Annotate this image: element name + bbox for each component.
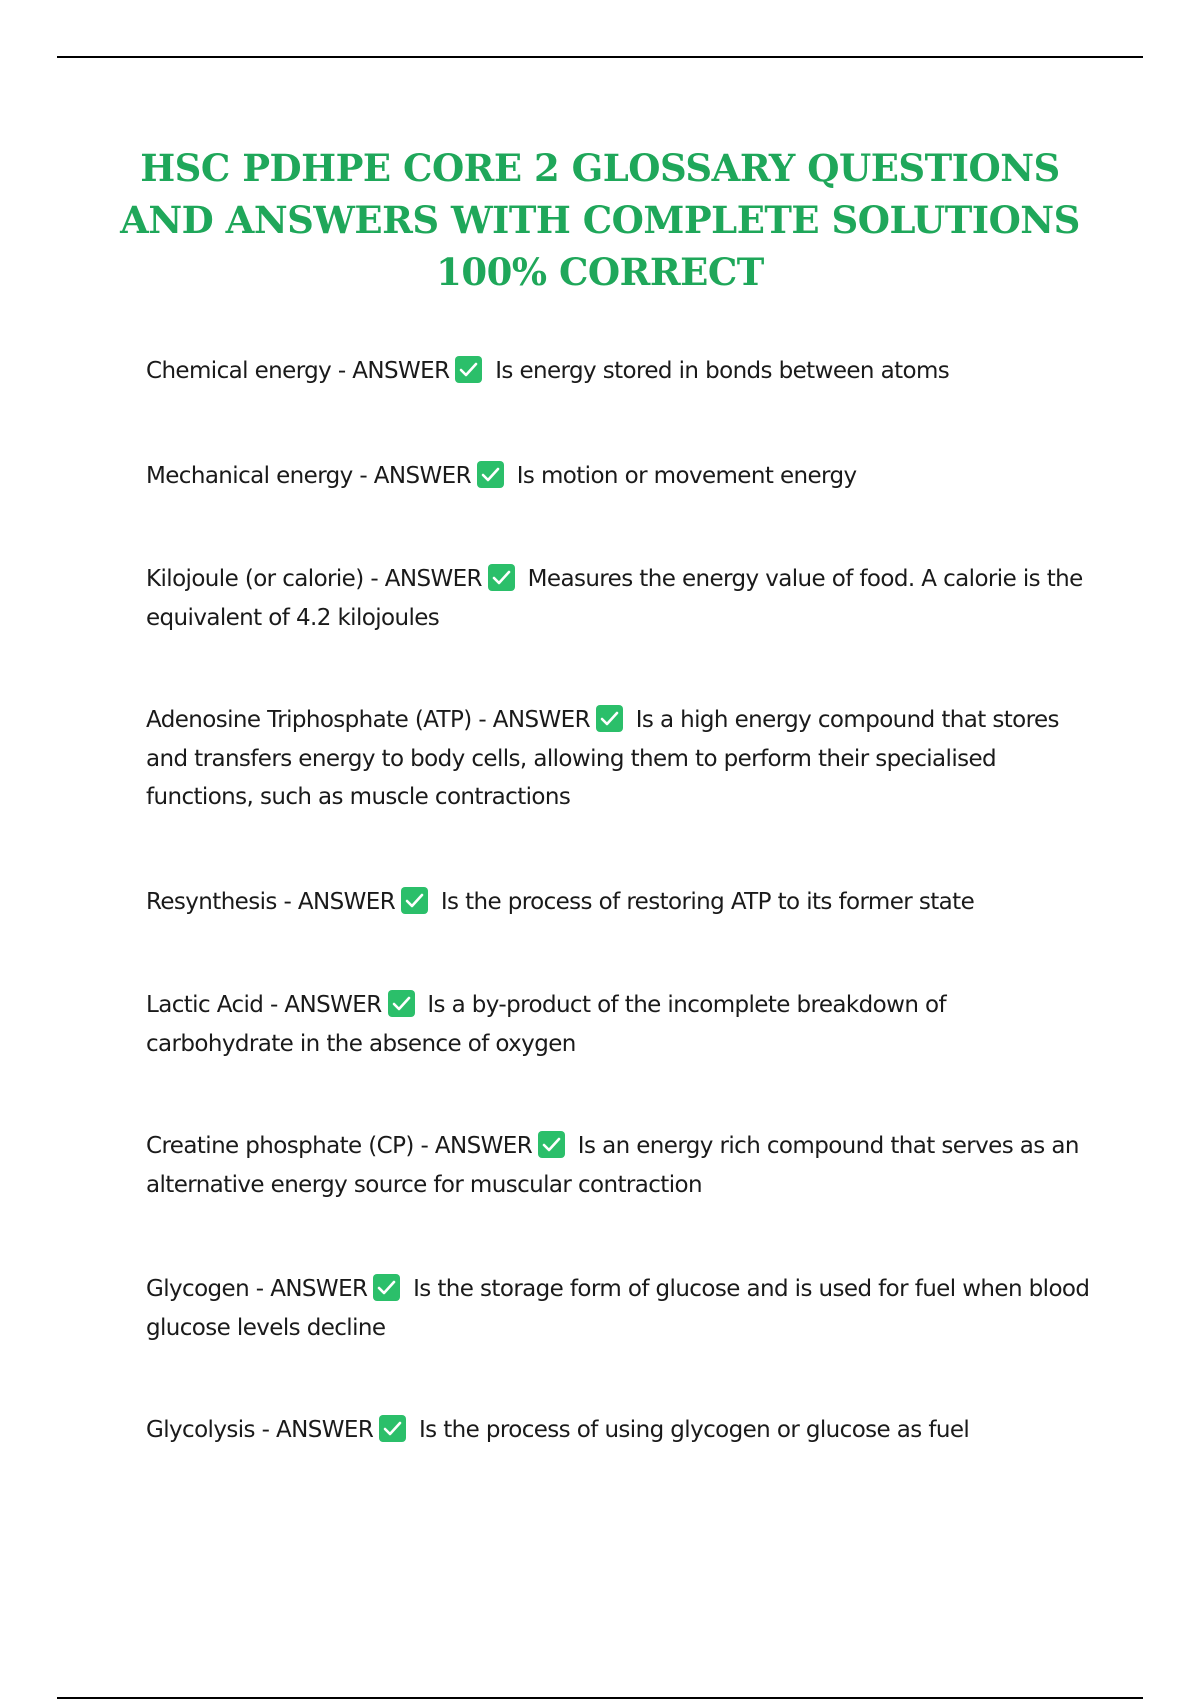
glossary-entry [146,1127,1096,1204]
entry-term: Chemical energy - ANSWER [146,358,450,384]
entry-answer: Is a by-product of the incomplete breakdown of carbohydrate in the absence of oxygen [146,992,946,1057]
glossary-entry [146,457,1096,496]
entry-answer: Measures the energy value of food. A calorie is the equivalent of 4.2 kilojoules [146,566,1083,631]
glossary-entry [146,883,1096,922]
entry-answer: Is the storage form of glucose and is used for fuel when blood glucose levels decline [146,1276,1090,1341]
entry-answer: Is the process of restoring ATP to its former state [440,889,975,915]
check-mark-icon [388,990,415,1017]
glossary-entry [146,1411,1096,1450]
document-title [100,142,1100,298]
bottom-rule [57,1697,1143,1699]
glossary-entry [146,352,1096,391]
entry-term: Resynthesis - ANSWER [146,889,396,915]
entry-term: Adenosine Triphosphate (ATP) - ANSWER [146,707,590,733]
entry-answer: Is the process of using glycogen or glucose as fuel [418,1417,970,1443]
check-mark-icon [488,564,515,591]
title-line-2: AND ANSWERS WITH COMPLETE SOLUTIONS [120,198,1080,242]
check-mark-icon [379,1415,406,1442]
entry-answer: Is motion or movement energy [516,463,857,489]
check-mark-icon [455,356,482,383]
entry-answer: Is a high energy compound that stores and transfers energy to body cells, allowing them to perform their specialised functions, such as muscle contractions [146,707,1059,810]
top-rule [57,56,1143,58]
entry-term: Creatine phosphate (CP) - ANSWER [146,1133,533,1159]
glossary-entry [146,701,1096,817]
check-mark-icon [373,1274,400,1301]
check-mark-icon [538,1131,565,1158]
glossary-entry [146,986,1096,1063]
check-mark-icon [401,887,428,914]
entry-answer: Is energy stored in bonds between atoms [495,358,950,384]
title-line-1: HSC PDHPE CORE 2 GLOSSARY QUESTIONS [140,146,1060,190]
entry-term: Glycolysis - ANSWER [146,1417,374,1443]
entry-answer: Is an energy rich compound that serves as an alternative energy source for muscular contraction [146,1133,1079,1198]
entry-term: Mechanical energy - ANSWER [146,463,471,489]
title-line-3: 100% CORRECT [436,250,764,294]
check-mark-icon [477,461,504,488]
entry-term: Lactic Acid - ANSWER [146,992,382,1018]
check-mark-icon [596,705,623,732]
glossary-entry [146,560,1096,637]
entry-term: Glycogen - ANSWER [146,1276,368,1302]
entry-term: Kilojoule (or calorie) - ANSWER [146,566,482,592]
glossary-entry [146,1270,1096,1347]
